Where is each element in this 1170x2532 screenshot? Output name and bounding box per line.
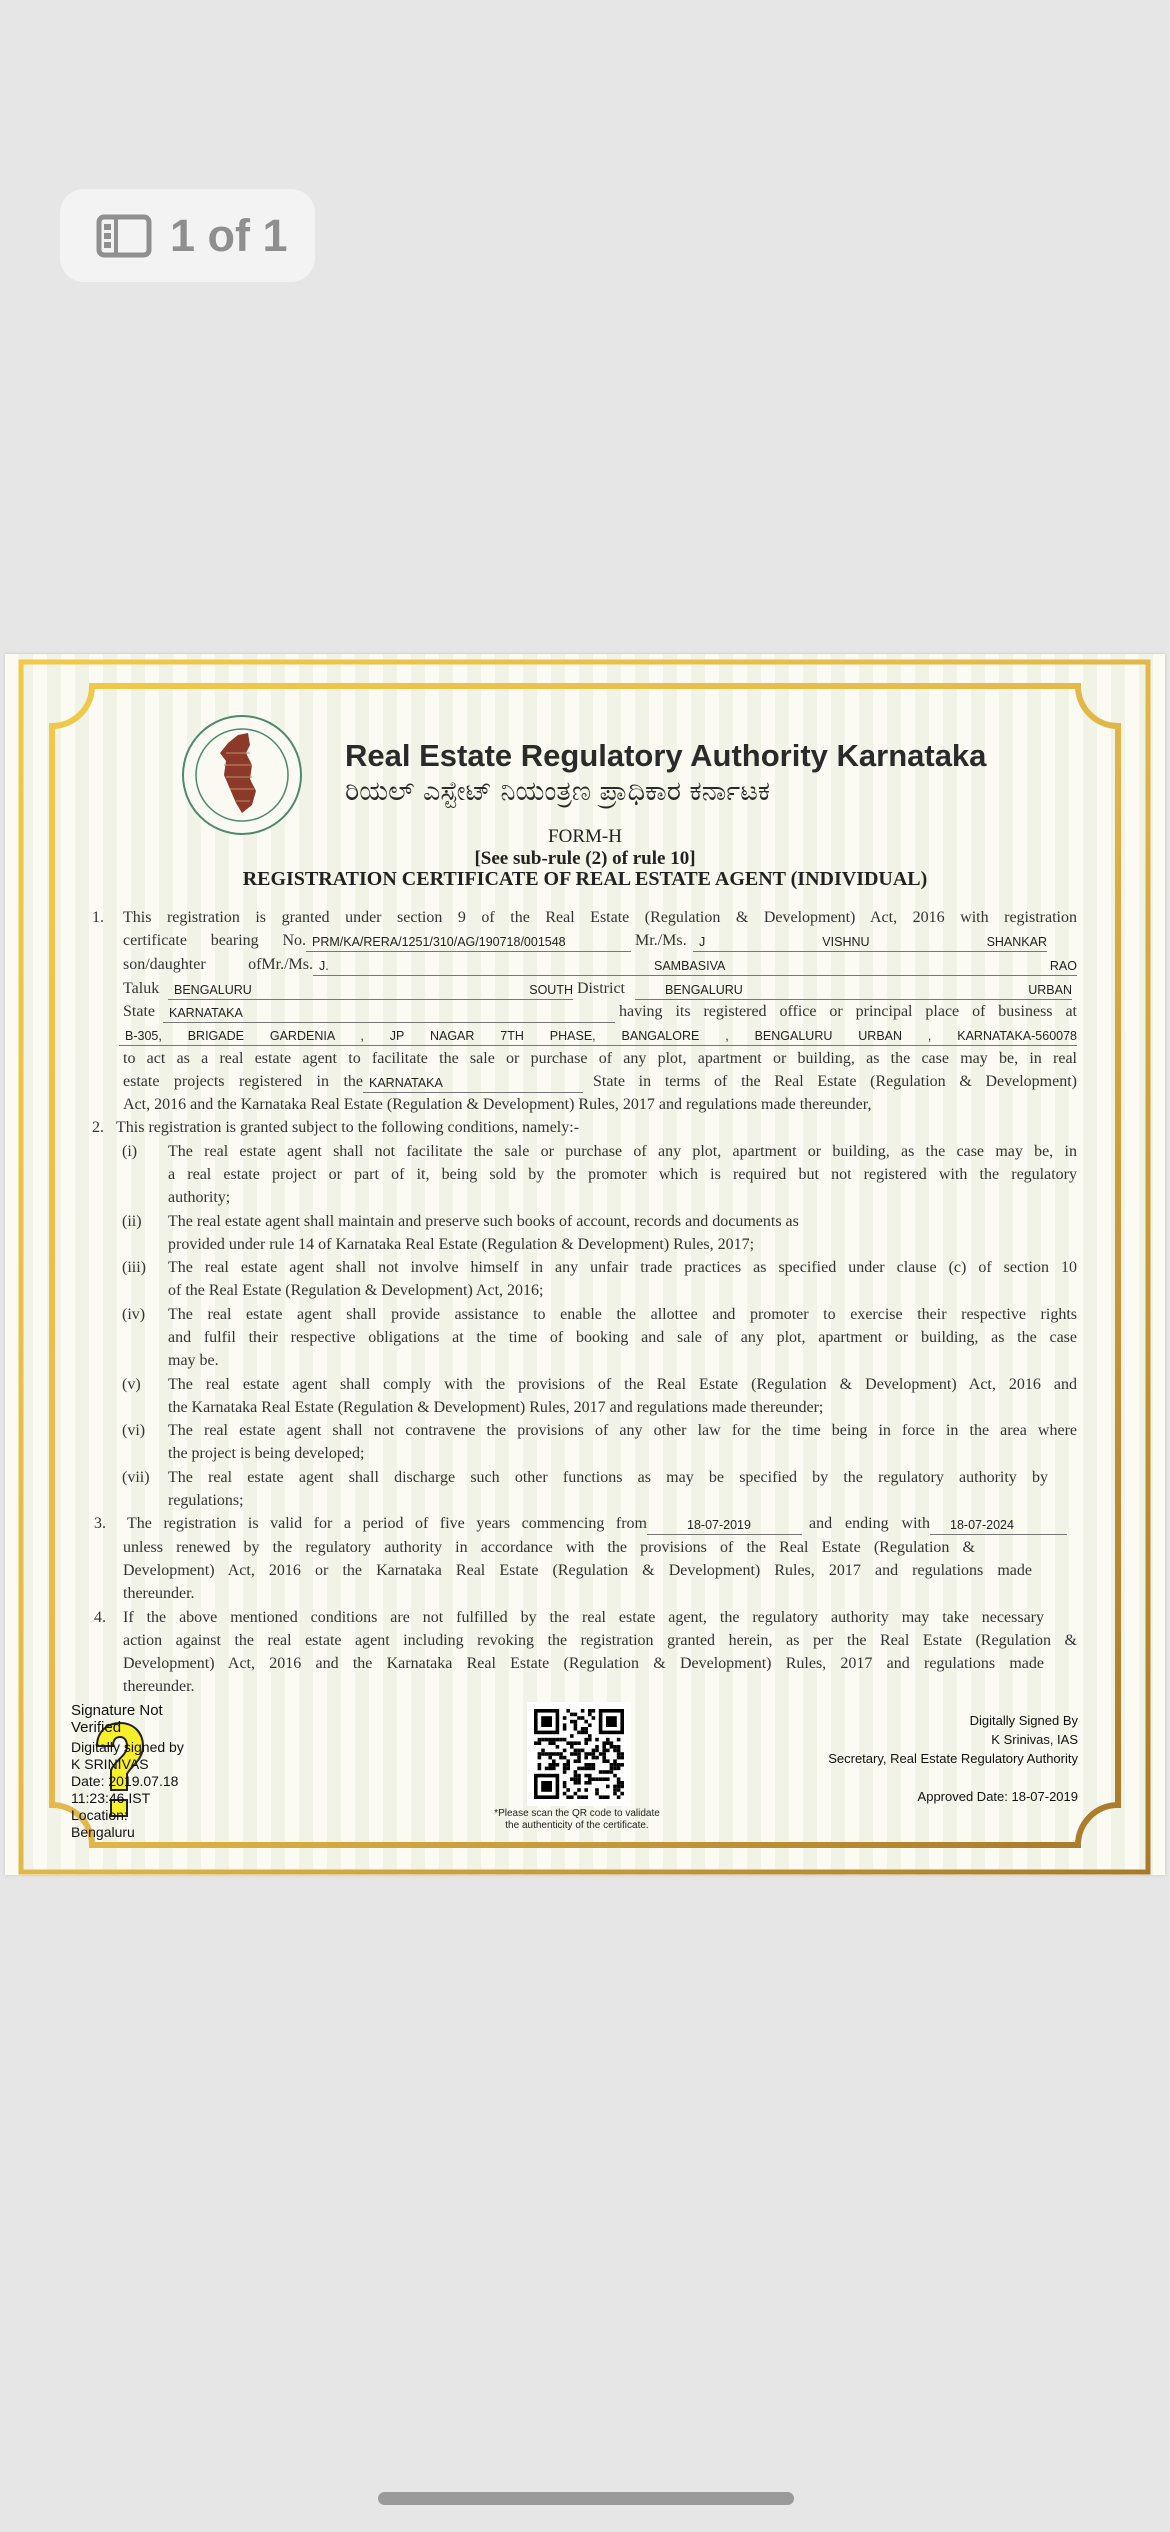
cert-line [123,930,1077,952]
text-line: The real estate agent shall maintain and preserve such books of account, records and documents as [168,1213,799,1230]
qr-caption-line: *Please scan the QR code to validate [494,1808,660,1819]
sidebar-icon [96,214,152,258]
text-line: If the above mentioned conditions are not fulfilled by the real estate agent, the regulatory authority may take necessary [123,1609,1044,1626]
text-line: action against the real estate agent including revoking the registration granted herein, as per the Real Estate (Regulation & [123,1632,1077,1649]
label: Taluk [123,980,160,997]
text-line: regulations; [168,1492,244,1509]
text-line: thereunder. [123,1678,195,1695]
text-line: The real estate agent shall not facilitate the sale or purchase of any plot, apartment or building, as the case may be, in [168,1143,1077,1160]
label: Mr./Ms. [635,932,687,949]
agent-name-field: J VISHNU SHANKAR [693,932,1047,952]
text-line: The real estate agent shall discharge such other functions as may be specified by the regulatory authority by [168,1469,1048,1486]
parent-name-field: J. SAMBASIVA RAO [313,956,1077,976]
validity-line [127,1513,1077,1535]
form-name: FORM-H [548,826,622,847]
text-line: may be. [168,1352,219,1369]
text-line: The real estate agent shall not contravene the provisions of any other law for the time being in force in the area where [168,1422,1077,1439]
authority-title-kannada: ರಿಯಲ್ ಎಸ್ಟೇಟ್ ನಿಯಂತ್ರಣ ಪ್ರಾಧಿಕಾರ ಕರ್ನಾಟಕ [345,776,771,807]
parent-line [123,954,1077,976]
label: State [123,1003,155,1020]
signer-title: Secretary, Real Estate Regulatory Authority [828,1751,1078,1766]
text-line: thereunder. [123,1585,195,1602]
text-line: to act as a real estate agent to facilitate the sale or purchase of any plot, apartment or building, as the case may be, in real [123,1050,1077,1067]
text-line: of the Real Estate (Regulation & Development) Act, 2016; [168,1282,544,1299]
signature-status: Signature Not [71,1702,163,1719]
label: and ending with [809,1515,930,1532]
item-number: 4. [94,1609,106,1626]
condition-label: (vi) [122,1422,146,1439]
qr-caption [477,1808,677,1832]
approved-date: Approved Date: 18-07-2019 [917,1789,1078,1804]
label: District [577,980,625,997]
label: State in terms of the Real Estate (Regulation & Development) [593,1073,1077,1090]
text-line: provided under rule 14 of Karnataka Real Estate (Regulation & Development) Rules, 2017; [168,1236,755,1253]
page-count: 1 of 1 [170,209,288,261]
label: The registration is valid for a period of five years commencing from [127,1515,647,1532]
signature-status: Verified [71,1719,122,1736]
state-field: KARNATAKA [163,1003,615,1023]
qr-caption-line: the authenticity of the certificate. [505,1820,649,1831]
qr-code[interactable] [527,1702,631,1806]
condition-label: (vii) [122,1469,150,1486]
condition-label: (i) [122,1143,138,1160]
signature-detail: 11:23:46 IST [71,1790,151,1806]
cert-number-field: PRM/KA/RERA/1251/310/AG/190718/001548 [306,932,631,952]
label: son/daughter ofMr./Ms. [123,956,313,973]
page-indicator[interactable] [60,189,315,282]
form-subrule: [See sub-rule (2) of rule 10] [474,848,696,869]
text-line: a real estate project or part of it, being sold by the promoter which is required but not registered with the regulatory [168,1166,1077,1183]
item-number: 3. [94,1515,106,1532]
signature-detail: K SRINIVAS [71,1756,149,1772]
text-line: unless renewed by the regulatory authority in accordance with the provisions of the Real Estate (Regulation & [123,1539,975,1556]
signature-block[interactable] [71,1702,184,1841]
text-line: The real estate agent shall not involve himself in any unfair trade practices as specified under clause (c) of section 10 [168,1259,1077,1276]
certificate-heading: REGISTRATION CERTIFICATE OF REAL ESTATE AGENT (INDIVIDUAL) [242,868,928,890]
taluk-line [123,978,1077,1000]
item-number: 2. [92,1119,104,1136]
text-line: This registration is granted subject to the following conditions, namely:- [116,1119,580,1136]
project-state-line [123,1071,1077,1093]
signed-by-label: Digitally Signed By [969,1713,1078,1728]
text-line: Act, 2016 and the Karnataka Real Estate (Regulation & Development) Rules, 2017 and regulations made thereunder, [123,1096,872,1113]
label: having its registered office or principal place of business at [619,1003,1077,1020]
signature-detail: Location: [71,1807,128,1823]
condition-label: (iv) [122,1306,146,1323]
text-line: the project is being developed; [168,1445,365,1462]
signature-detail: Digitally signed by [71,1739,184,1755]
signature-detail: Date: 2019.07.18 [71,1773,179,1789]
text-line: Development) Act, 2016 or the Karnataka Real Estate (Regulation & Development) Rules, 2017 and regulations made [123,1562,1032,1579]
signature-detail: Bengaluru [71,1824,135,1840]
address-field: B-305, BRIGADE GARDENIA , JP NAGAR 7TH PHASE, BANGALORE , BENGALURU URBAN , KARNATAKA-560078 [119,1026,1077,1046]
text-line: The real estate agent shall comply with the provisions of the Real Estate (Regulation & Development) Act, 2016 and [168,1376,1077,1393]
certificate-page [5,654,1165,1875]
text-line: This registration is granted under section 9 of the Real Estate (Regulation & Development) Act, 2016 with registration [123,909,1077,926]
address-line [119,1024,1077,1046]
label: estate projects registered in the [123,1073,363,1090]
state-line [123,1001,1077,1023]
valid-to-field: 18-07-2024 [930,1515,1067,1535]
text-line: the Karnataka Real Estate (Regulation & Development) Rules, 2017 and regulations made thereunder; [168,1399,824,1416]
text-line: and fulfil their respective obligations at the time of booking and sale of any plot, apartment or building, as the case [168,1329,1077,1346]
signer-name: K Srinivas, IAS [991,1732,1078,1747]
text-line: The real estate agent shall provide assistance to enable the allottee and promoter to exercise their respective rights [168,1306,1077,1323]
text-line: authority; [168,1189,231,1206]
rera-logo [180,713,304,837]
taluk-field: BENGALURU SOUTH [168,980,573,1000]
home-indicator[interactable] [378,2492,794,2505]
district-field: BENGALURU URBAN [635,980,1072,1000]
condition-label: (iii) [122,1259,146,1276]
condition-label: (v) [122,1376,141,1393]
text-line: Development) Act, 2016 and the Karnataka Real Estate (Regulation & Development) Rules, 2017 and regulations made [123,1655,1044,1672]
valid-from-field: 18-07-2019 [647,1515,802,1535]
authority-title: Real Estate Regulatory Authority Karnataka [345,738,987,773]
label: certificate bearing No. [123,932,306,949]
condition-label: (ii) [122,1213,142,1230]
item-number: 1. [92,909,104,926]
project-state-field: KARNATAKA [363,1073,583,1093]
